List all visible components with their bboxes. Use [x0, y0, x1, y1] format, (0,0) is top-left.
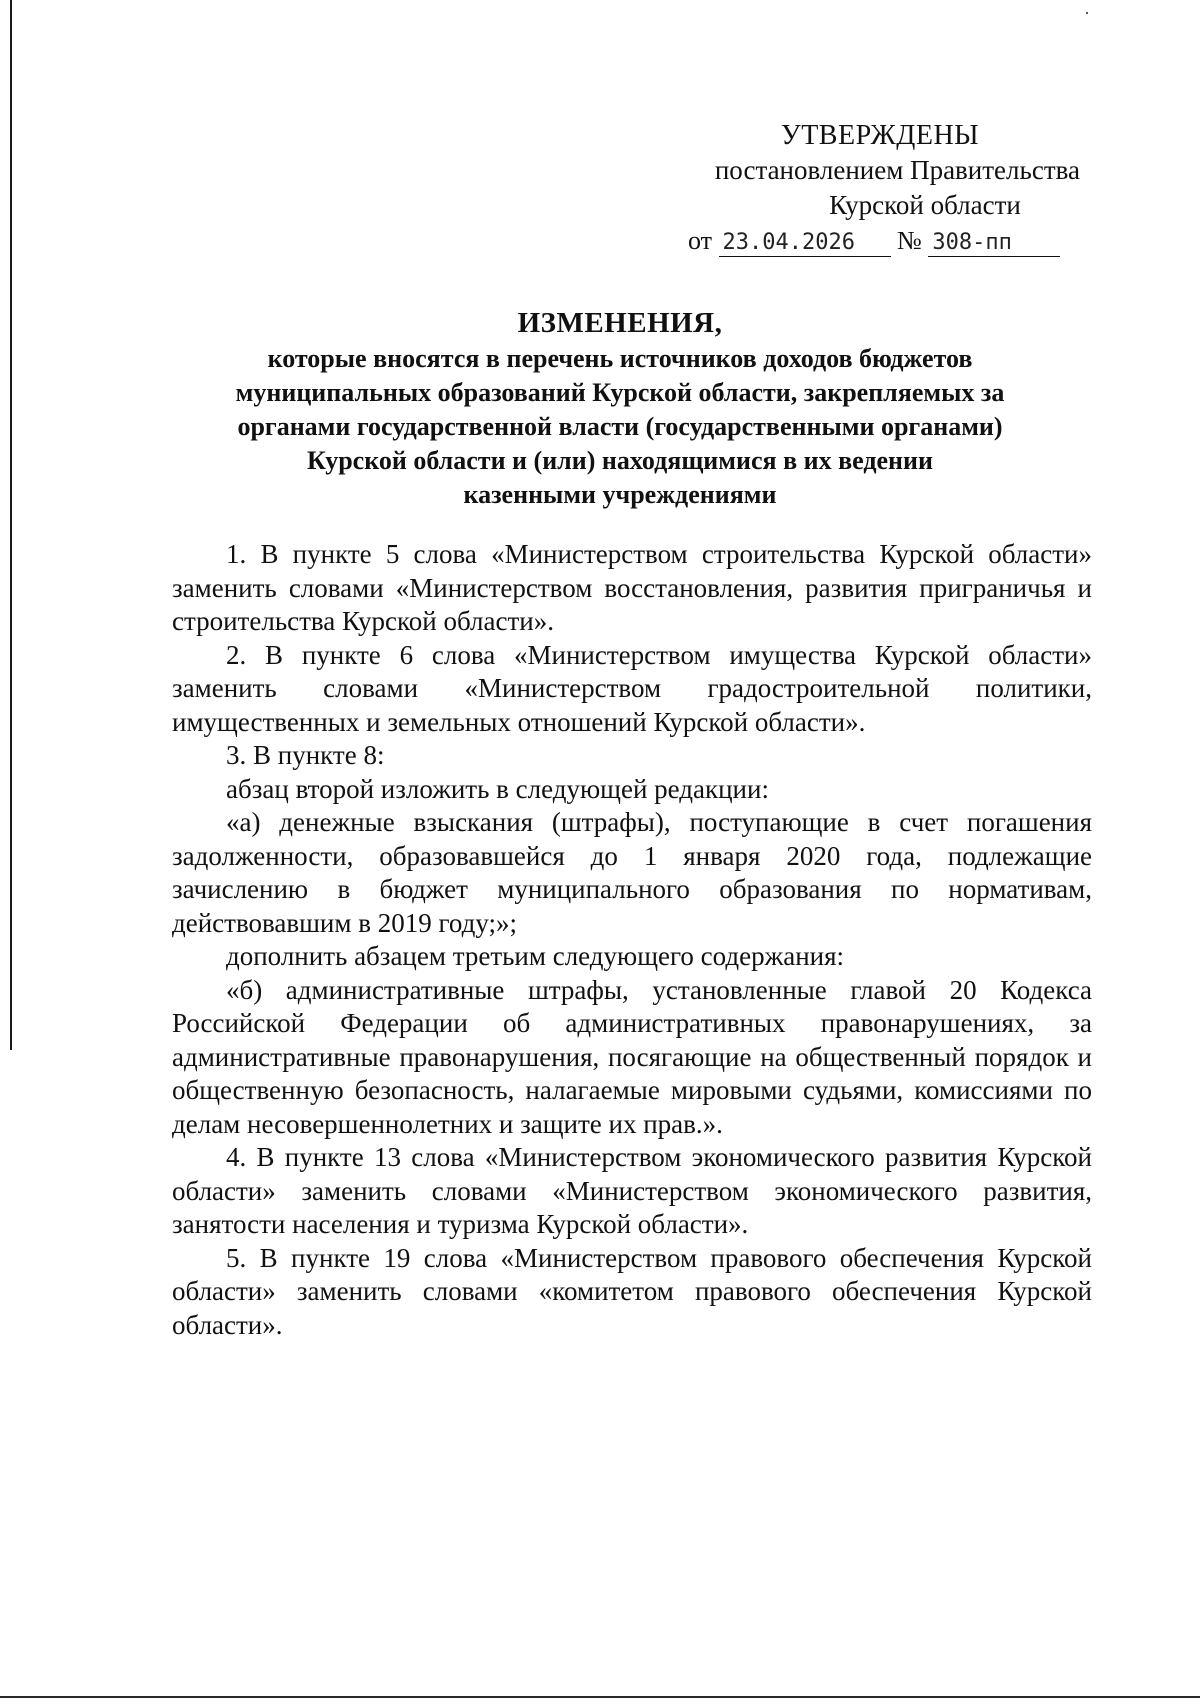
- document-subtitle-line: казенными учреждениями: [463, 480, 777, 509]
- approval-issuer: постановлением Правительства: [714, 155, 1080, 185]
- document-subtitle-line: муниципальных образований Курской области, закрепляемых за: [235, 378, 1005, 407]
- number-sign: №: [897, 226, 922, 255]
- approval-date-number: [640, 223, 1100, 258]
- date-prefix: от: [688, 226, 713, 255]
- document-subtitle-line: которые вносятся в перечень источников доходов бюджетов: [267, 344, 973, 373]
- paragraph-item-4: 4. В пункте 13 слова «Министерством экономического развития Курской области» заменить словами «Министерством экономического развития, занятости населения и туризма Курской области».: [172, 1142, 1092, 1239]
- paragraph-item-5: 5. В пункте 19 слова «Министерством правового обеспечения Курской области» заменить словами «комитетом правового обеспечения Курской области».: [172, 1242, 1092, 1340]
- paragraph-subclause: абзац второй изложить в следующей редакции:: [226, 773, 769, 804]
- number-value: 308-пп: [928, 230, 1060, 257]
- paragraph-item-1: 1. В пункте 5 слова «Министерством строительства Курской области» заменить словами «Министерством восстановления, развития приграничья и строительства Курской области».: [172, 539, 1092, 636]
- document-subtitle-line: Курской области и (или) находящимися в их ведении: [307, 446, 933, 475]
- document-body: [172, 538, 1092, 1342]
- document-title-block: [150, 305, 1090, 511]
- document-subtitle-line: органами государственной власти (государственными органами): [237, 412, 1003, 441]
- paragraph-subclause: дополнить абзацем третьим следующего содержания:: [226, 941, 845, 971]
- paragraph-subclause: «б) административные штрафы, установленные главой 20 Кодекса Российской Федерации об административных правонарушениях, за административные правонарушения, посягающие на общественный порядок и общественную безопасность, налагаемые мировыми судьями, комиссиями по делам несовершеннолетних и защите их прав.».: [172, 974, 1092, 1139]
- scan-edge-left: [10, 0, 12, 1050]
- scan-edge-bottom: [0, 1696, 1200, 1698]
- paragraph-item-2: 2. В пункте 6 слова «Министерством имущества Курской области» заменить словами «Министерством градостроительной политики, имущественных и земельных отношений Курской области».: [172, 639, 1092, 737]
- paragraph-subclause: «а) денежные взыскания (штрафы), поступающие в счет погашения задолженности, образовавшейся до 1 января 2020 года, подлежащие зачислению в бюджет муниципального образования по нормативам, действовавшим в 2019 году;»;: [172, 807, 1092, 938]
- approval-region: Курской области: [829, 190, 1021, 220]
- approval-stamp-block: [640, 118, 1100, 258]
- paragraph-item-3: 3. В пункте 8:: [226, 740, 385, 770]
- approval-heading: УТВЕРЖДЕНЫ: [780, 120, 980, 151]
- date-value: 23.04.2026: [719, 230, 891, 257]
- scan-artifact-dot: [1086, 12, 1088, 14]
- document-title: ИЗМЕНЕНИЯ,: [517, 307, 723, 339]
